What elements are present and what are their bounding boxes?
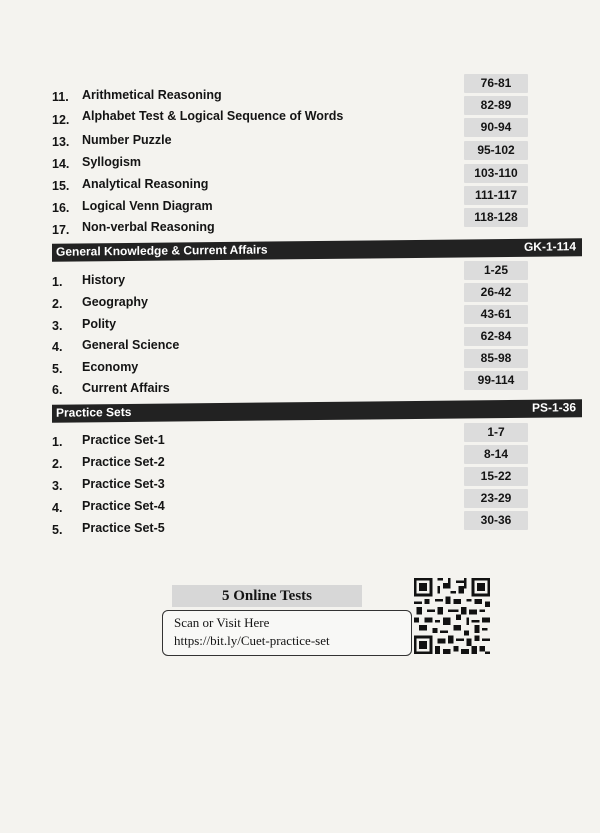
toc-row-number: 15. [52,179,70,193]
section-page-range: GK-1-114 [523,239,576,254]
toc-row-pages: 23-29 [464,489,528,508]
toc-row-pages: 82-89 [464,96,528,115]
toc-row-pages: 76-81 [464,74,528,93]
toc-row-title: General Science [82,338,180,352]
toc-row-number: 3. [52,479,63,493]
toc-row-number: 5. [52,362,63,376]
toc-row-title: Practice Set-3 [82,477,165,491]
toc-row [52,164,528,193]
toc-row-number: 5. [52,523,63,537]
toc-row [52,208,528,237]
toc-row-number: 16. [52,201,70,215]
toc-row [52,283,528,311]
toc-row-number: 1. [52,435,63,449]
toc-row-title: History [82,273,126,287]
toc-row-number: 17. [52,223,70,237]
toc-row-number: 1. [52,275,63,289]
toc-row-number: 3. [52,319,63,333]
promo-instruction: Scan or Visit Here [174,615,270,630]
promo-box [162,610,412,656]
toc-row [52,305,528,333]
promo-link[interactable]: https://bit.ly/Cuet-practice-set [174,633,330,648]
toc-row-pages: 62-84 [464,327,528,346]
toc-row-pages: 30-36 [464,511,528,530]
toc-row-title: Arithmetical Reasoning [82,88,222,102]
toc-row [52,371,528,397]
section-band-practice [52,399,582,423]
toc-row [52,141,528,171]
qr-code-icon[interactable] [414,576,490,656]
toc-row-pages: 8-14 [464,445,528,464]
toc-row-pages: 95-102 [464,141,528,160]
toc-row-title: Current Affairs [82,381,170,395]
toc-row-number: 2. [52,457,63,471]
toc-row [52,423,528,449]
toc-row-title: Number Puzzle [82,133,172,147]
toc-row [52,445,528,471]
toc-row-number: 13. [52,135,70,149]
toc-row [52,349,528,376]
toc-row-pages: 15-22 [464,467,528,486]
section-band-gk [52,238,582,262]
toc-row-pages: 85-98 [464,349,528,368]
section-title: Practice Sets [56,404,132,420]
toc-row-title: Practice Set-5 [82,521,165,535]
toc-row [52,186,528,215]
section-title: General Knowledge & Current Affairs [56,242,268,259]
section-page-range: PS-1-36 [531,400,576,415]
toc-row-number: 11. [52,90,69,104]
toc-row-pages: 43-61 [464,305,528,324]
toc-row [52,511,528,537]
toc-row [52,489,528,515]
toc-row-pages: 90-94 [464,118,528,137]
toc-row [52,261,528,289]
toc-row-number: 12. [52,113,70,127]
toc-row-title: Alphabet Test & Logical Sequence of Words [82,109,344,123]
toc-row-pages: 1-7 [464,423,528,442]
toc-row-number: 14. [52,157,70,171]
toc-row-pages: 111-117 [464,186,528,205]
toc-row-title: Geography [82,295,148,309]
toc-row-title: Practice Set-4 [82,499,165,513]
toc-row-number: 4. [52,501,63,515]
toc-row-pages: 103-110 [464,164,528,183]
toc-row-title: Economy [82,360,139,374]
toc-row-number: 2. [52,297,63,311]
toc-row-pages: 1-25 [464,261,528,280]
toc-row-pages: 118-128 [464,208,528,227]
toc-row-pages: 99-114 [464,371,528,390]
toc-row-title: Practice Set-1 [82,433,165,447]
toc-row-title: Analytical Reasoning [82,177,209,191]
toc-row-title: Practice Set-2 [82,455,165,469]
toc-row [52,74,528,104]
toc-row-pages: 26-42 [464,283,528,302]
toc-row [52,327,528,354]
toc-row [52,467,528,493]
promo-header: 5 Online Tests [172,585,362,607]
toc-row-number: 4. [52,340,63,354]
toc-row-title: Logical Venn Diagram [82,199,213,213]
toc-row-title: Syllogism [82,155,142,169]
toc-row-title: Polity [82,317,117,331]
toc-row-number: 6. [52,383,63,397]
toc-row [52,118,528,149]
online-tests-promo [162,585,412,657]
toc-row-title: Non-verbal Reasoning [82,220,215,234]
